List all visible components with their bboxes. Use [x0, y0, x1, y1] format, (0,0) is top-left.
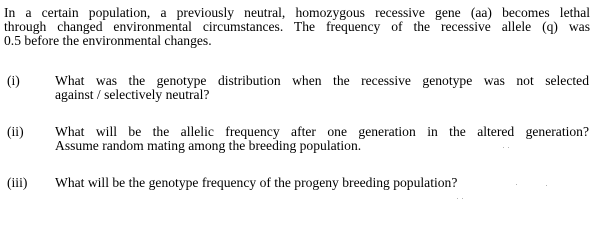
question-line: against / selectively neutral? [55, 87, 210, 102]
question-line: What will be the allelic frequency after one generation in the altered generation? [55, 124, 589, 139]
question-number: (ii) [7, 124, 24, 139]
question-text [55, 74, 589, 102]
intro-line: In a certain population, a previously neutral, homozygous recessive gene (aa) becomes lethal [4, 5, 590, 20]
intro-line: through changed environmental circumstances. The frequency of the recessive allele (q) was [4, 19, 590, 34]
question-line: What will be the genotype frequency of the progeny breeding population? [55, 175, 458, 190]
scan-speck [457, 198, 458, 199]
question-number: (iii) [7, 175, 28, 190]
question-number: (i) [7, 73, 20, 88]
problem-intro [4, 6, 590, 48]
question-line: Assume random mating among the breeding population. [55, 138, 362, 153]
scan-speck [462, 198, 463, 199]
intro-line: 0.5 before the environmental changes. [4, 33, 212, 48]
question-line: What was the genotype distribution when the recessive genotype was not selected [55, 73, 589, 88]
question-text [55, 176, 589, 190]
question-text [55, 125, 589, 153]
